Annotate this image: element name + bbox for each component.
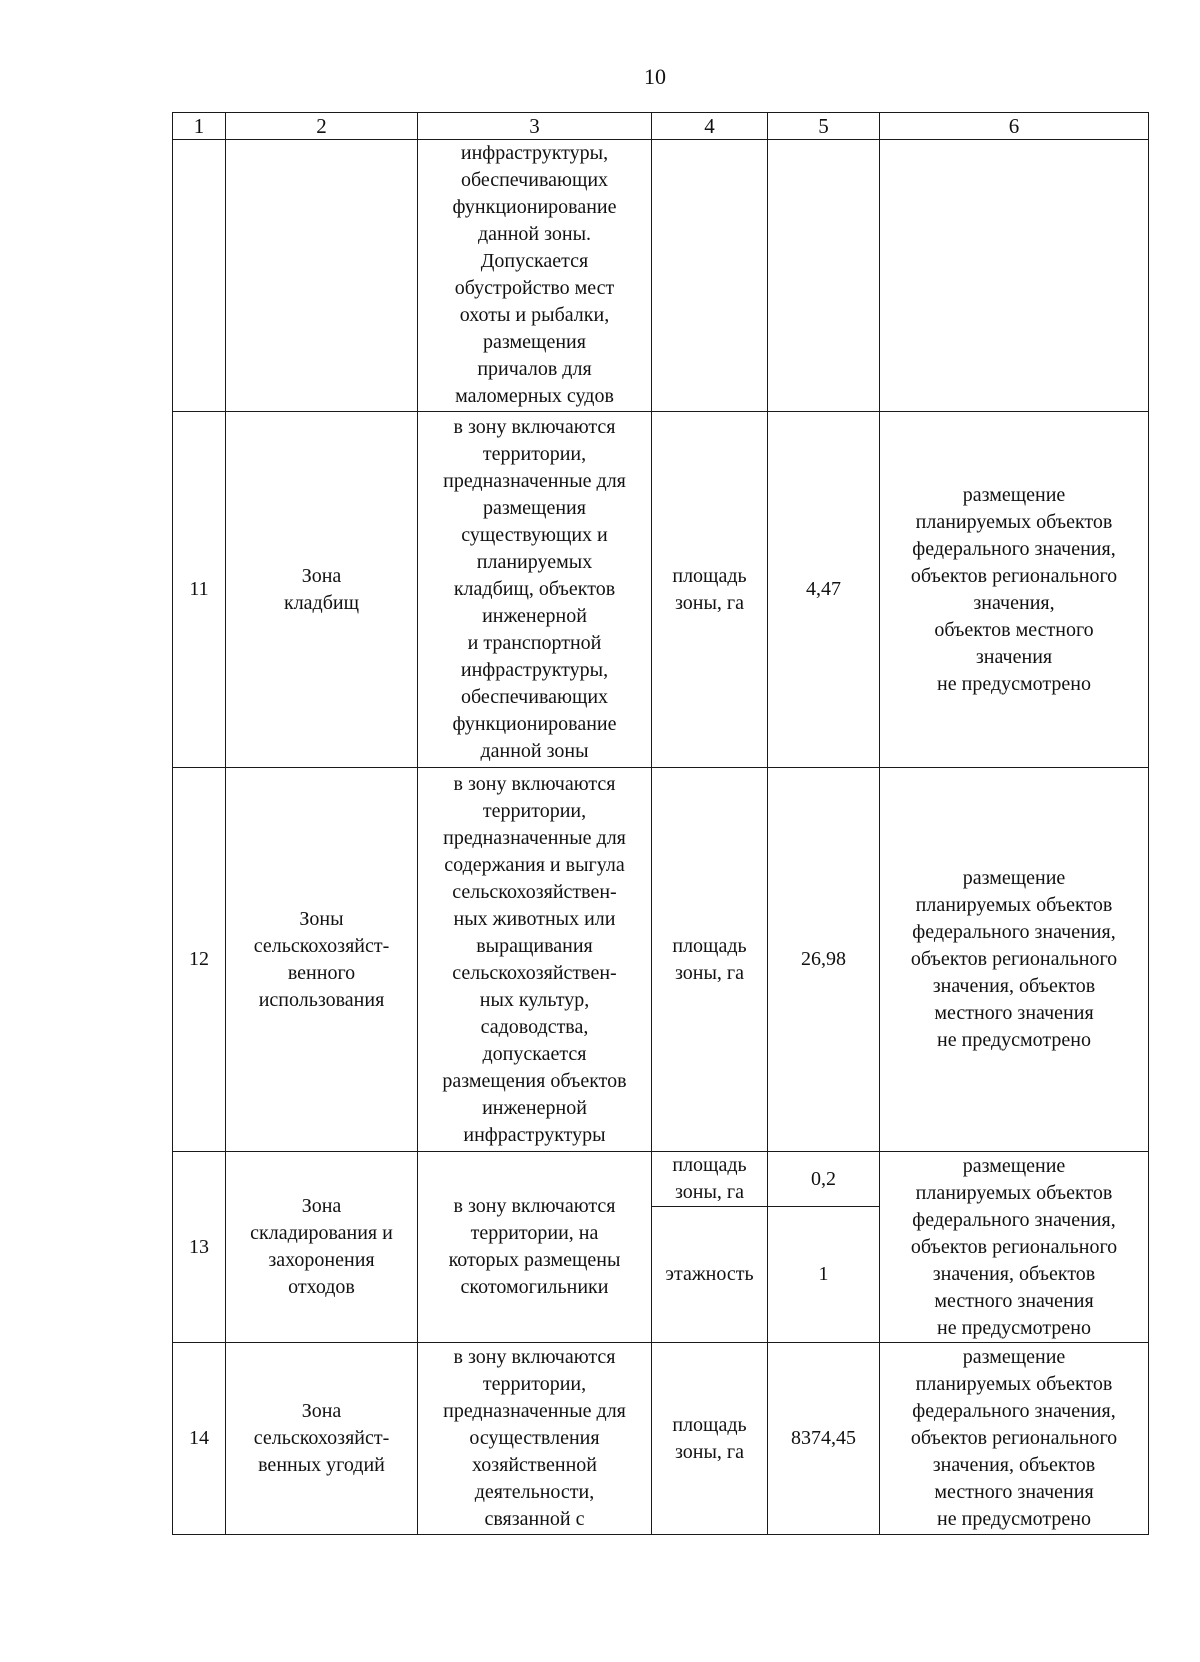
table-row: [173, 412, 1149, 768]
parameter-cell: [652, 412, 768, 768]
zone-description: инфраструктуры, обеспечивающих функционирование данной зоны. Допускается обустройство мест охоты и рыбалки, размещения причалов для маломерных судов: [452, 142, 617, 407]
parameter-name: площадь зоны, га: [672, 934, 747, 984]
zone-name-cell: [226, 1343, 418, 1535]
zone-name-cell: [226, 412, 418, 768]
zone-description: в зону включаются территории, предназначенные для осуществления хозяйственной деятельности, связанной с: [443, 1346, 626, 1530]
parameter-value: 1: [768, 1207, 880, 1343]
zone-name: Зона кладбищ: [283, 564, 360, 614]
column-header: 3: [418, 113, 652, 140]
column-header: 2: [226, 113, 418, 140]
planned-objects-cell: [880, 412, 1149, 768]
column-header: 4: [652, 113, 768, 140]
parameter-name: площадь зоны, га: [672, 564, 747, 614]
planned-objects-cell: [880, 1343, 1149, 1535]
zone-description: в зону включаются территории, предназначенные для размещения существующих и планируемых кладбищ, объектов инженерной и транспортной инфраструктуры, обеспечивающих функционирование данной зоны: [443, 416, 626, 762]
planned-objects-cell: [880, 768, 1149, 1152]
planned-objects: размещение планируемых объектов федерального значения, объектов регионального значения, объектов местного значения не предусмотрено: [910, 483, 1118, 695]
zone-description-cell: [418, 412, 652, 768]
column-header: 6: [880, 113, 1149, 140]
planned-objects: размещение планируемых объектов федерального значения, объектов регионального значения, объектов местного значения не предусмотрено: [910, 1154, 1118, 1339]
planned-objects: размещение планируемых объектов федерального значения, объектов регионального значения, объектов местного значения не предусмотрено: [910, 867, 1118, 1051]
parameter-value: 4,47: [768, 412, 880, 768]
planned-objects: размещение планируемых объектов федерального значения, объектов регионального значения, объектов местного значения не предусмотрено: [910, 1346, 1118, 1530]
row-number: 14: [173, 1343, 226, 1535]
table-header-row: [173, 113, 1149, 140]
parameter-cell: [652, 1343, 768, 1535]
page-number: 10: [644, 64, 666, 89]
parameter-cell: [652, 1152, 768, 1207]
zone-description-cell: [418, 768, 652, 1152]
table-row-continuation: [173, 140, 1149, 412]
column-header: 1: [173, 113, 226, 140]
zone-name-cell: [226, 1152, 418, 1343]
planned-objects-cell: [880, 140, 1149, 412]
parameter-value: 0,2: [768, 1152, 880, 1207]
planned-objects-cell: [880, 1152, 1149, 1343]
column-header: 5: [768, 113, 880, 140]
table-row: [173, 768, 1149, 1152]
table-row: [173, 1152, 1149, 1207]
zone-description: в зону включаются территории, на которых размещены скотомогильники: [448, 1195, 621, 1298]
row-number: 12: [173, 768, 226, 1152]
parameter-name: площадь зоны, га: [672, 1413, 747, 1463]
parameter-cell: [652, 768, 768, 1152]
zone-name-cell: [226, 768, 418, 1152]
row-number-cell: [173, 140, 226, 412]
zone-name: Зоны сельскохозяйст- венного использования: [253, 907, 390, 1011]
parameter-cell: [652, 1207, 768, 1343]
row-number: 13: [173, 1152, 226, 1343]
zone-name: Зона складирования и захоронения отходов: [250, 1195, 393, 1298]
parameter-value: 26,98: [768, 768, 880, 1152]
zones-table: [172, 112, 1149, 1535]
value-cell: [768, 140, 880, 412]
zone-description: в зону включаются территории, предназначенные для содержания и выгула сельскохозяйствен- ных животных или выращивания сельскохозяйствен- ных культур, садоводства, допускается размещения объектов инженерной инфраструктуры: [442, 772, 627, 1146]
row-number: 11: [173, 412, 226, 768]
zone-description-cell: [418, 1343, 652, 1535]
zone-name-cell: [226, 140, 418, 412]
zone-name: Зона сельскохозяйст- венных угодий: [253, 1400, 390, 1476]
zone-description-cell: [418, 140, 652, 412]
parameter-value: 8374,45: [768, 1343, 880, 1535]
zone-description-cell: [418, 1152, 652, 1343]
parameter-name: площадь зоны, га: [672, 1154, 747, 1203]
table-row: [173, 1343, 1149, 1535]
parameter-name: этажность: [665, 1263, 754, 1285]
parameter-cell: [652, 140, 768, 412]
